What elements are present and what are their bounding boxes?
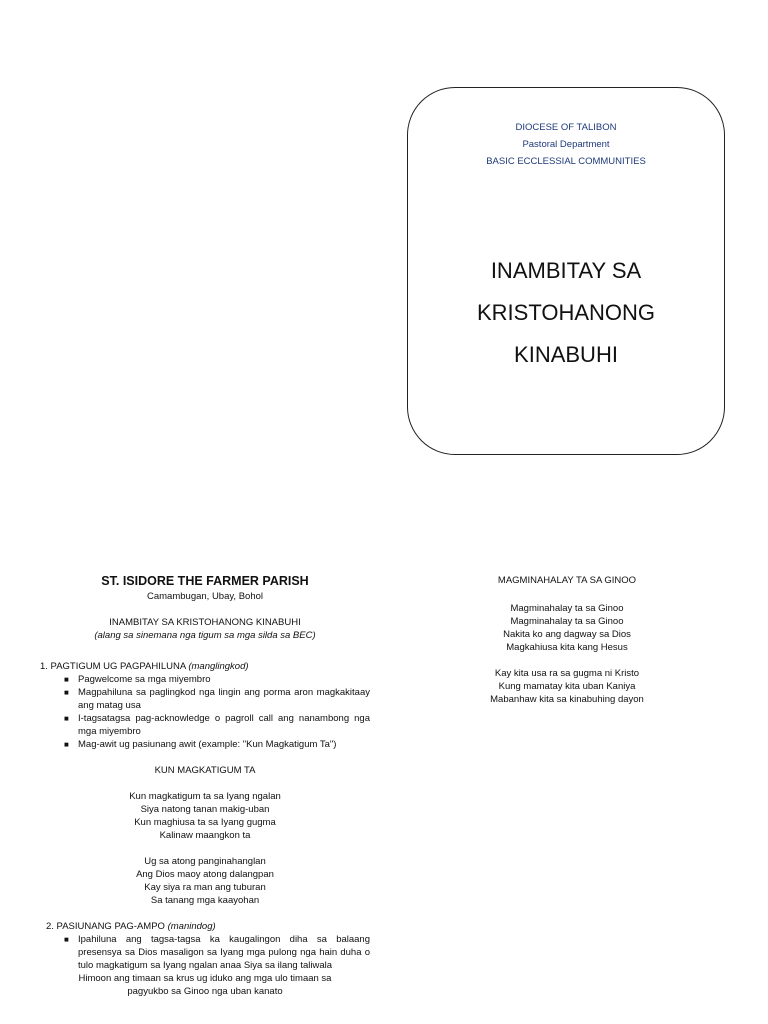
cover-title-line: INAMBITAY SA [490,258,642,283]
bullet-icon: ■ [64,935,69,944]
list-item: ■ Mag-awit ug pasiunang awit (example: "Kun Magkatigum Ta") [64,739,337,750]
department-label: Pastoral Department [522,139,610,150]
song-line: Mabanhaw kita sa kinabuhing dayon [490,694,644,705]
cover-title [408,250,724,376]
song-line: Sa tanang mga kaayohan [150,895,260,906]
section1-heading-text: 1. PAGTIGUM UG PAGPAHILUNA [40,661,186,672]
section1-role: (manglingkod) [188,661,249,672]
bullet-icon: ■ [64,675,69,684]
left-column [40,574,370,998]
section2-role: (manindog) [167,921,216,932]
section2-heading [46,920,370,933]
parish-address: Camambugan, Ubay, Bohol [147,591,263,602]
song-line: Ug sa atong panginahanglan [144,856,266,867]
list-item: ■ I-tagsatagsa pag-acknowledge o pagroll call ang nanambong nga mga miyembro [64,713,370,737]
parish-name: ST. ISIDORE THE FARMER PARISH [101,574,309,588]
song-line: Kun maghiusa ta sa Iyang gugma [134,817,276,828]
bullet-icon: ■ [64,740,69,749]
bullet-icon: ■ [64,688,69,697]
song-line: Magkahiusa kita kang Hesus [506,642,628,653]
song-line: Ang Dios maoy atong dalangpan [136,869,274,880]
subtitle-note [40,629,370,642]
cover-box [407,87,725,455]
booklet-subtitle: INAMBITAY SA KRISTOHANONG KINABUHI [109,617,301,628]
list-item: ■ Pagwelcome sa mga miyembro [64,674,211,685]
song-line: Nakita ko ang dagway sa Dios [503,629,631,640]
list-item: ■ Ipahiluna ang tagsa-tagsa ka kaugalingon diha sa balaang presensya sa Dios masaligon sa Iyang mga pulong nga hain duha o tulo magkatigum sa Iyang ngalan anaa Siya sa ilang taliwala [64,934,370,971]
song-line: Kay siya ra man ang tuburan [144,882,266,893]
closing-line: pagyukbo sa Ginoo nga uban kanato [127,986,283,997]
cover-title-line: KINABUHI [514,342,618,367]
right-column [463,574,671,706]
diocese-label: DIOCESE OF TALIBON [515,122,617,133]
song-line: Siya natong tanan makig-uban [140,804,270,815]
section2-heading-text: 2. PASIUNANG PAG-AMPO [46,921,165,932]
section2-list [40,933,370,972]
song-line: Kun magkatigum ta sa Iyang ngalan [129,791,281,802]
song-line: Magminahalay ta sa Ginoo [510,616,624,627]
song-line: Kung mamatay kita uban Kaniya [498,681,636,692]
song-stanza [40,790,370,842]
list-item: ■ Magpahiluna sa paglingkod nga lingin ang porma aron magkakitaay ang matag usa [64,687,370,711]
section1-list [40,673,370,751]
bec-label: BASIC ECCLESSIAL COMMUNITIES [486,156,646,167]
song-title: KUN MAGKATIGUM TA [154,765,256,776]
closing-line: Himoon ang timaan sa krus ug iduko ang mga ulo timaan sa [78,973,332,984]
song-stanza [40,855,370,907]
subtitle-note-text: (alang sa sinemana nga tigum sa mga silda sa BEC) [94,630,316,641]
song-stanza [463,667,671,706]
song-stanza [463,602,671,654]
song-line: Kay kita usa ra sa gugma ni Kristo [494,668,640,679]
section1-heading [40,660,370,673]
song-line: Magminahalay ta sa Ginoo [510,603,624,614]
song-line: Kalinaw maangkon ta [159,830,251,841]
cover-title-line: KRISTOHANONG [476,300,656,325]
song-title: MAGMINAHALAY TA SA GINOO [497,575,637,586]
bullet-icon: ■ [64,714,69,723]
